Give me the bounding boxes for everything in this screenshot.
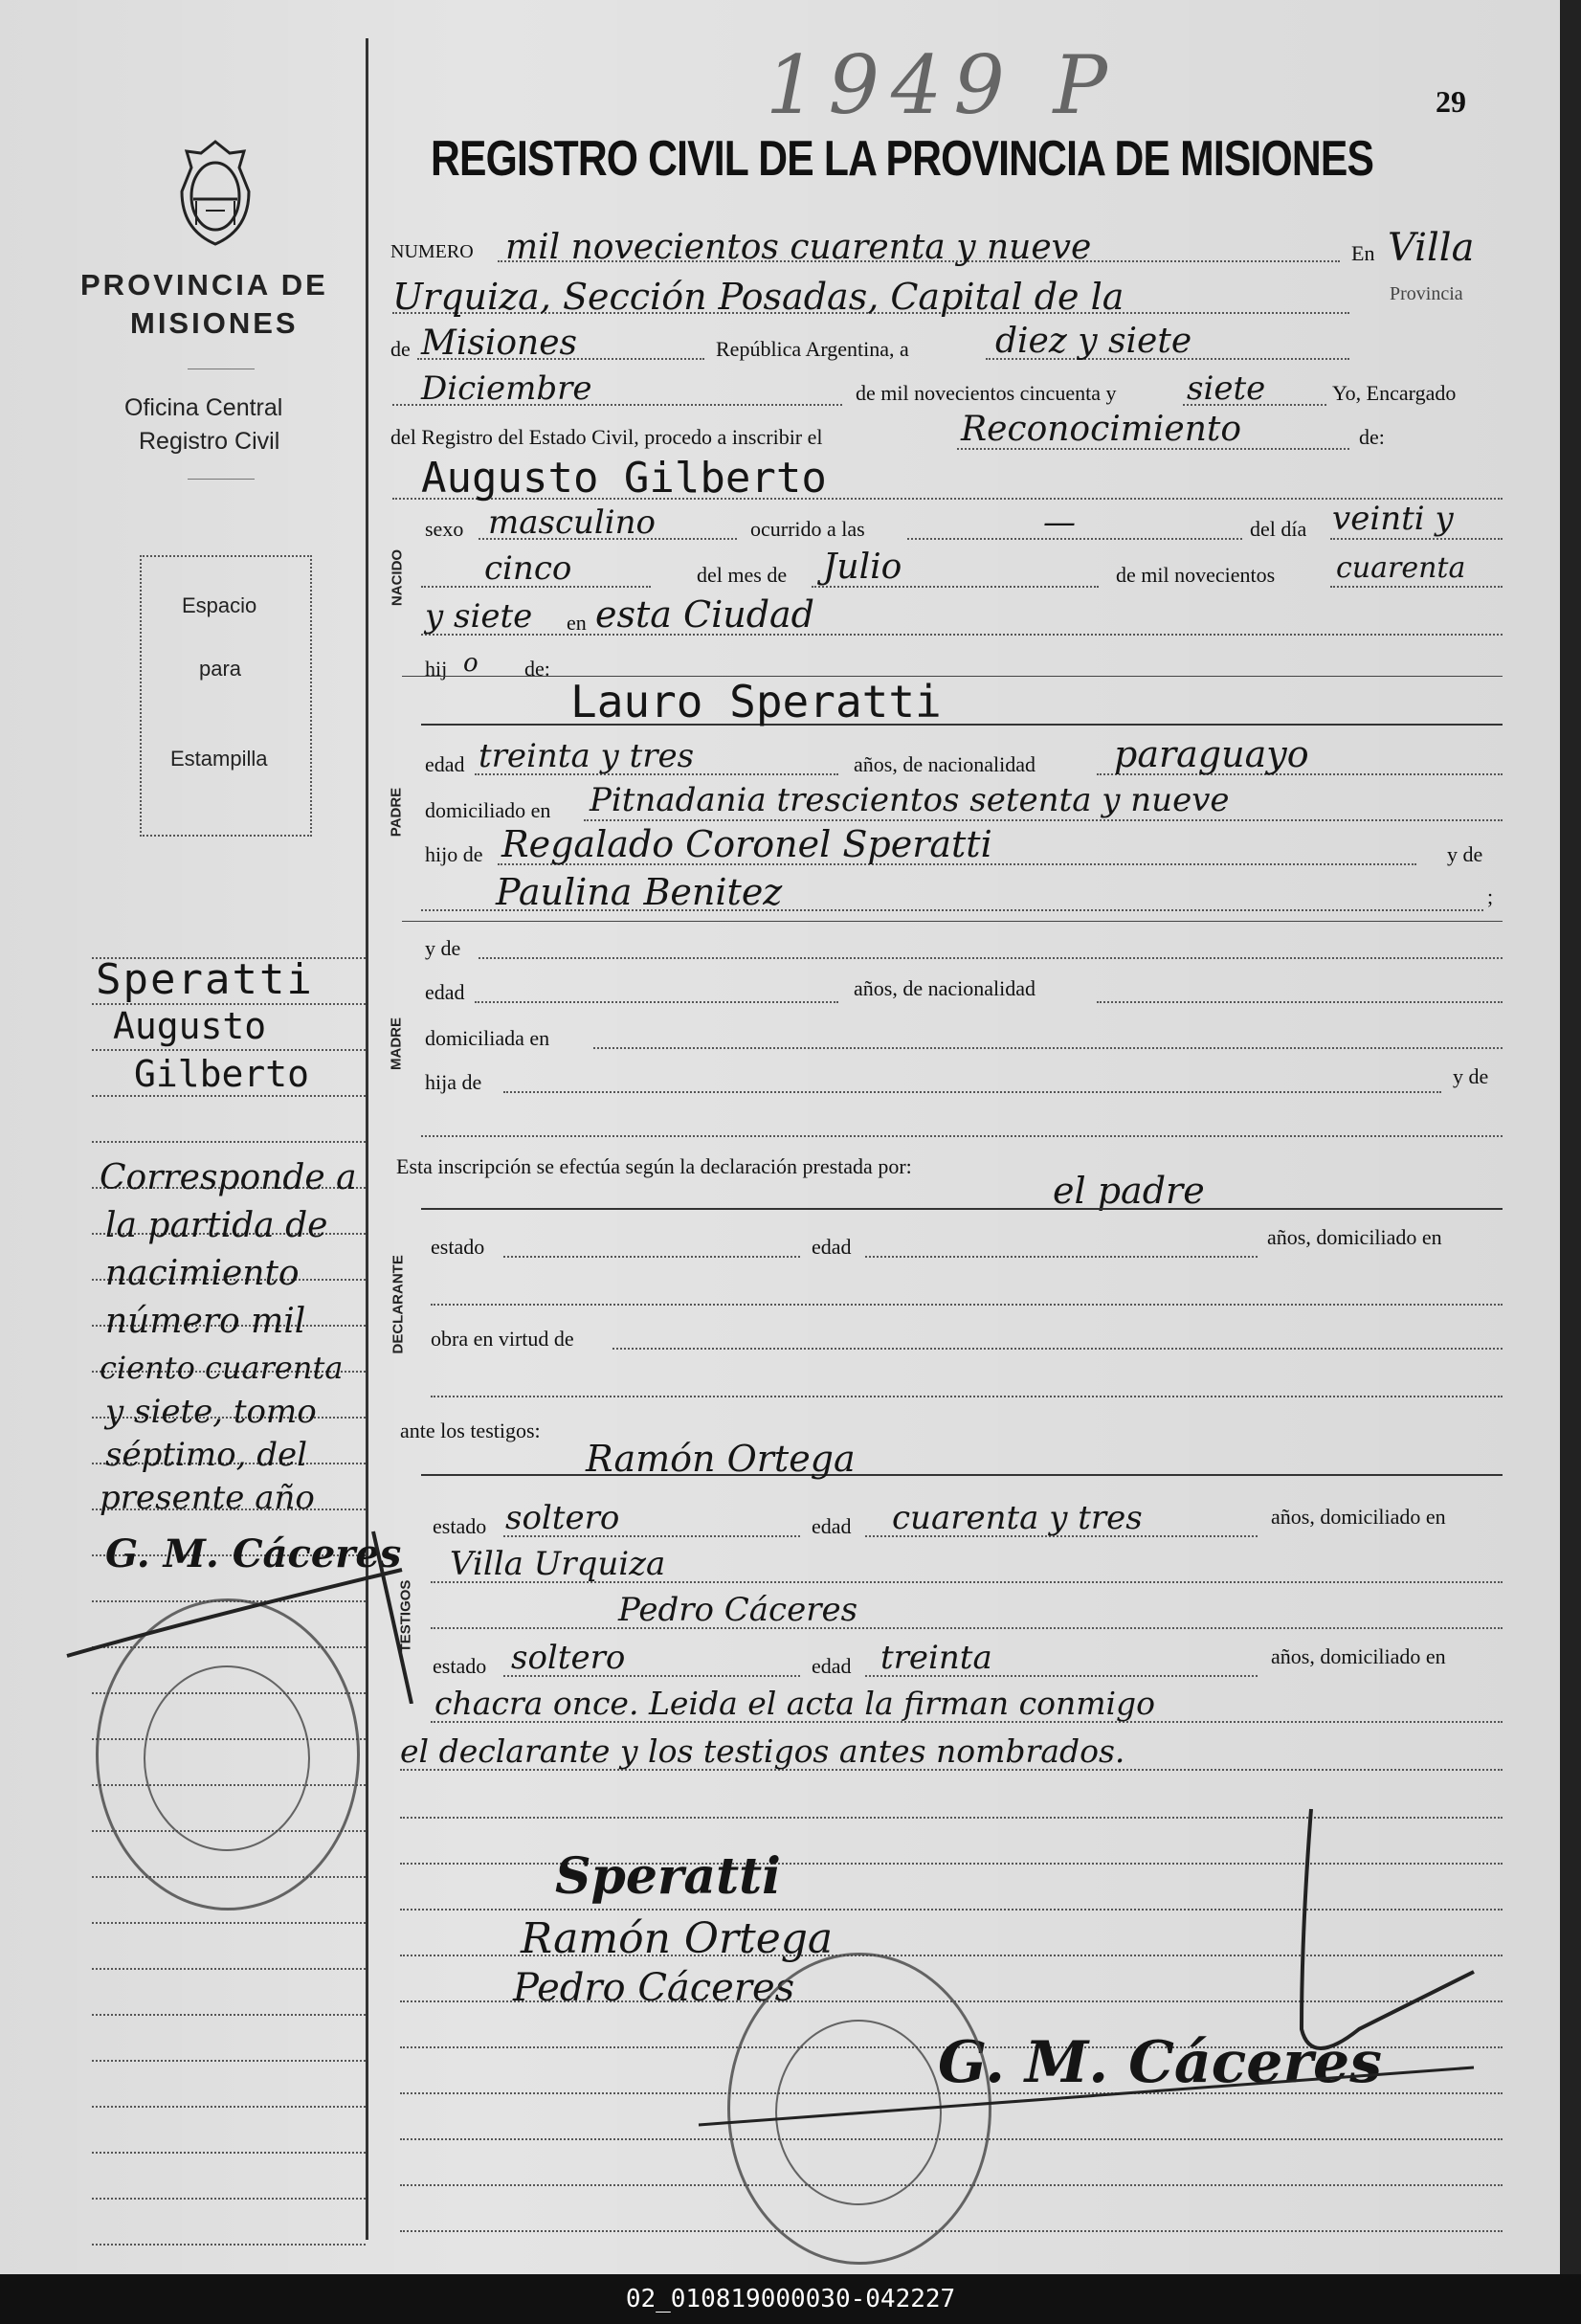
padre-anios-label: años, de nacionalidad: [854, 752, 1035, 776]
coat-of-arms-icon: [172, 134, 258, 249]
stamp-box-line1: Espacio: [182, 593, 257, 617]
ruled-line: [92, 2014, 366, 2016]
ruled-line: [92, 1968, 366, 1970]
ruled-line: [92, 1141, 366, 1143]
madre-edad-label: edad: [425, 980, 465, 1004]
day-value: diez y siete: [995, 322, 1192, 361]
hijo-de-label: de:: [524, 657, 550, 681]
testigos-intro-label: ante los testigos:: [400, 1419, 541, 1442]
testigo1-edad-label: edad: [812, 1514, 852, 1538]
line: [421, 1135, 1503, 1137]
section-declarante: DECLARANTE: [390, 1255, 407, 1354]
dia-label: del día: [1250, 517, 1307, 541]
margin-note-line: presente año: [100, 1479, 315, 1517]
line: [503, 1256, 800, 1258]
padre-hijo-value: Regalado Coronel Speratti: [501, 823, 992, 865]
place-line: Urquiza, Sección Posadas, Capital de la: [392, 276, 1125, 318]
madre-yde-label: y de: [425, 936, 461, 960]
page-title: REGISTRO CIVIL DE LA PROVINCIA DE MISIONES: [431, 131, 1374, 187]
padre-domicilio-label: domiciliado en: [425, 798, 551, 822]
line: [431, 1304, 1503, 1306]
section-madre: MADRE: [388, 1017, 405, 1070]
line: [1330, 586, 1503, 588]
signature-testigo1: Ramón Ortega: [521, 1914, 834, 1963]
de-label: de: [390, 337, 411, 361]
en-label: en: [567, 611, 587, 635]
section-nacido: NACIDO: [389, 548, 406, 607]
madre-yde2-label: y de: [1453, 1064, 1489, 1088]
margin-firstname: Augusto: [113, 1005, 267, 1047]
ruled-line: [92, 2152, 366, 2154]
year-label: de mil novecientos cincuenta y: [856, 381, 1117, 405]
declarante-intro-value: el padre: [1053, 1170, 1205, 1212]
ruled-line: [92, 1922, 366, 1924]
line: [421, 1474, 1503, 1476]
ruled-line: [92, 2060, 366, 2062]
hijo-suffix: o: [463, 649, 479, 678]
signature-declarante: Speratti: [555, 1847, 781, 1906]
madre-hija-label: hija de: [425, 1070, 482, 1094]
ruled-line: [92, 2244, 366, 2246]
section-padre: PADRE: [388, 787, 405, 838]
margin-note-line: séptimo, del: [105, 1436, 307, 1474]
line: [402, 921, 1503, 922]
line: [612, 1348, 1503, 1350]
margin-note-line: número mil: [105, 1302, 306, 1341]
ruled-line: [92, 2106, 366, 2108]
line: [421, 1208, 1503, 1210]
margin-note-line: y siete, tomo: [105, 1393, 317, 1431]
declarante-estado-label: estado: [431, 1235, 485, 1259]
dia-value: veinti y: [1332, 500, 1454, 538]
stamp-box-line3: Estampilla: [170, 747, 268, 771]
declarante-obra-label: obra en virtud de: [431, 1327, 574, 1351]
anio-label: de mil novecientos: [1116, 563, 1276, 587]
divider: [188, 479, 255, 480]
anio-value: cuarenta: [1336, 551, 1466, 585]
dia-cont: cinco: [484, 549, 572, 588]
hijo-label: hij: [425, 657, 448, 681]
declarante-edad-label: edad: [812, 1235, 852, 1259]
line: [431, 1396, 1503, 1397]
semicolon: ;: [1487, 884, 1494, 908]
line: [1330, 538, 1503, 540]
line: [1097, 1001, 1503, 1003]
margin-note-line: la partida de: [105, 1206, 328, 1245]
padre-hijo-label: hijo de: [425, 842, 483, 866]
margin-note-line: nacimiento: [105, 1254, 300, 1293]
line: [503, 1091, 1441, 1093]
de-value: Misiones: [421, 324, 578, 363]
margin-note-line: Corresponde a: [100, 1158, 357, 1197]
testigo2-edad-label: edad: [812, 1654, 852, 1678]
testigo1-estado-label: estado: [433, 1514, 487, 1538]
margin-surname: Speratti: [96, 955, 314, 1004]
numero-label: NUMERO: [390, 241, 474, 262]
handwritten-reference: 1949 P: [766, 38, 1119, 132]
testigo1-domicilio: Villa Urquiza: [450, 1545, 666, 1583]
margin-signature: G. M. Cáceres: [105, 1531, 402, 1576]
stamp-box-line2: para: [199, 657, 242, 681]
line: [475, 1001, 838, 1003]
province-line2: MISIONES: [130, 306, 299, 340]
testigo2-estado-label: estado: [433, 1654, 487, 1678]
month-value: Diciembre: [421, 369, 592, 408]
mes-label: del mes de: [697, 563, 788, 587]
padre-madre-value: Paulina Benitez: [496, 871, 783, 913]
madre-anios-label: años, de nacionalidad: [854, 976, 1035, 1000]
sexo-value: masculino: [488, 503, 657, 542]
cross-out-stroke: [57, 1512, 421, 1704]
signature-testigo2: Pedro Cáceres: [513, 1966, 795, 2010]
lugar-value: esta Ciudad: [595, 593, 815, 636]
line: [584, 819, 1503, 821]
office-line1: Oficina Central: [124, 394, 283, 421]
padre-nombre: Lauro Speratti: [570, 676, 942, 727]
testigo1-nombre: Ramón Ortega: [586, 1438, 856, 1480]
testigo2-edad: treinta: [880, 1639, 992, 1677]
province-line1: PROVINCIA DE: [80, 268, 328, 302]
republica-label: República Argentina, a: [716, 337, 909, 361]
padre-domicilio: Pitnadania trescientos setenta y nueve: [590, 781, 1230, 819]
padre-nacionalidad: paraguayo: [1114, 733, 1309, 775]
acto-value: Reconocimiento: [961, 410, 1242, 449]
padre-yde-label: y de: [1447, 842, 1483, 866]
page-edge: [1560, 0, 1581, 2274]
del-registro-label: del Registro del Estado Civil, procedo a inscribir el: [390, 425, 823, 449]
padre-edad: treinta y tres: [479, 737, 695, 775]
testigo1-edad: cuarenta y tres: [892, 1499, 1143, 1537]
sexo-label: sexo: [425, 517, 464, 541]
numero-value: mil novecientos cuarenta y nueve: [505, 228, 1092, 267]
yo-label: Yo, Encargado: [1332, 381, 1457, 405]
section-testigos: TESTIGOS: [397, 1579, 414, 1653]
footer-code: 02_010819000030-042227: [0, 2274, 1581, 2324]
anio-cont: y siete: [425, 597, 533, 636]
line: [593, 1047, 1503, 1049]
hora-value: —: [1043, 503, 1076, 542]
line: [865, 1256, 1258, 1258]
en-value: Villa: [1388, 226, 1475, 270]
testigo1-anios-label: años, domiciliado en: [1271, 1505, 1446, 1529]
testigo2-anios-label: años, domiciliado en: [1271, 1644, 1446, 1668]
padre-edad-label: edad: [425, 752, 465, 776]
folio-number: 29: [1436, 84, 1466, 119]
year-value: siete: [1187, 369, 1266, 408]
margin-middlename: Gilberto: [134, 1053, 310, 1095]
column-divider: [366, 38, 368, 2240]
line: [431, 1627, 1503, 1629]
declarante-intro-label: Esta inscripción se efectúa según la declaración prestada por:: [396, 1154, 912, 1178]
signature-flourish: [689, 1780, 1493, 2144]
ocurrido-label: ocurrido a las: [750, 517, 865, 541]
ruled-line: [400, 2230, 1503, 2232]
en-label: En: [1351, 241, 1375, 265]
nombre-value: Augusto Gilberto: [421, 454, 827, 503]
testigo2-estado: soltero: [511, 1639, 626, 1677]
line: [479, 957, 1503, 959]
provincia-label: Provincia: [1390, 283, 1463, 304]
signature-encargado: G. M. Cáceres: [938, 2029, 1382, 2096]
madre-domicilio-label: domiciliada en: [425, 1026, 550, 1050]
mes-value: Julio: [823, 547, 902, 587]
declarante-anios-label: años, domiciliado en: [1267, 1225, 1442, 1249]
testigo2-domicilio: chacra once. Leida el acta la firman conmigo: [434, 1685, 1156, 1722]
margin-note-line: ciento cuarenta: [100, 1350, 344, 1386]
testigo1-estado: soltero: [505, 1499, 620, 1537]
closing-text: el declarante y los testigos antes nombrados.: [400, 1732, 1125, 1770]
ruled-line: [92, 1095, 366, 1097]
ruled-line: [92, 2198, 366, 2200]
de2-label: de:: [1359, 425, 1385, 449]
office-line2: Registro Civil: [139, 428, 280, 455]
ruled-line: [92, 1049, 366, 1051]
line: [402, 676, 1503, 677]
testigo2-nombre: Pedro Cáceres: [618, 1591, 858, 1629]
